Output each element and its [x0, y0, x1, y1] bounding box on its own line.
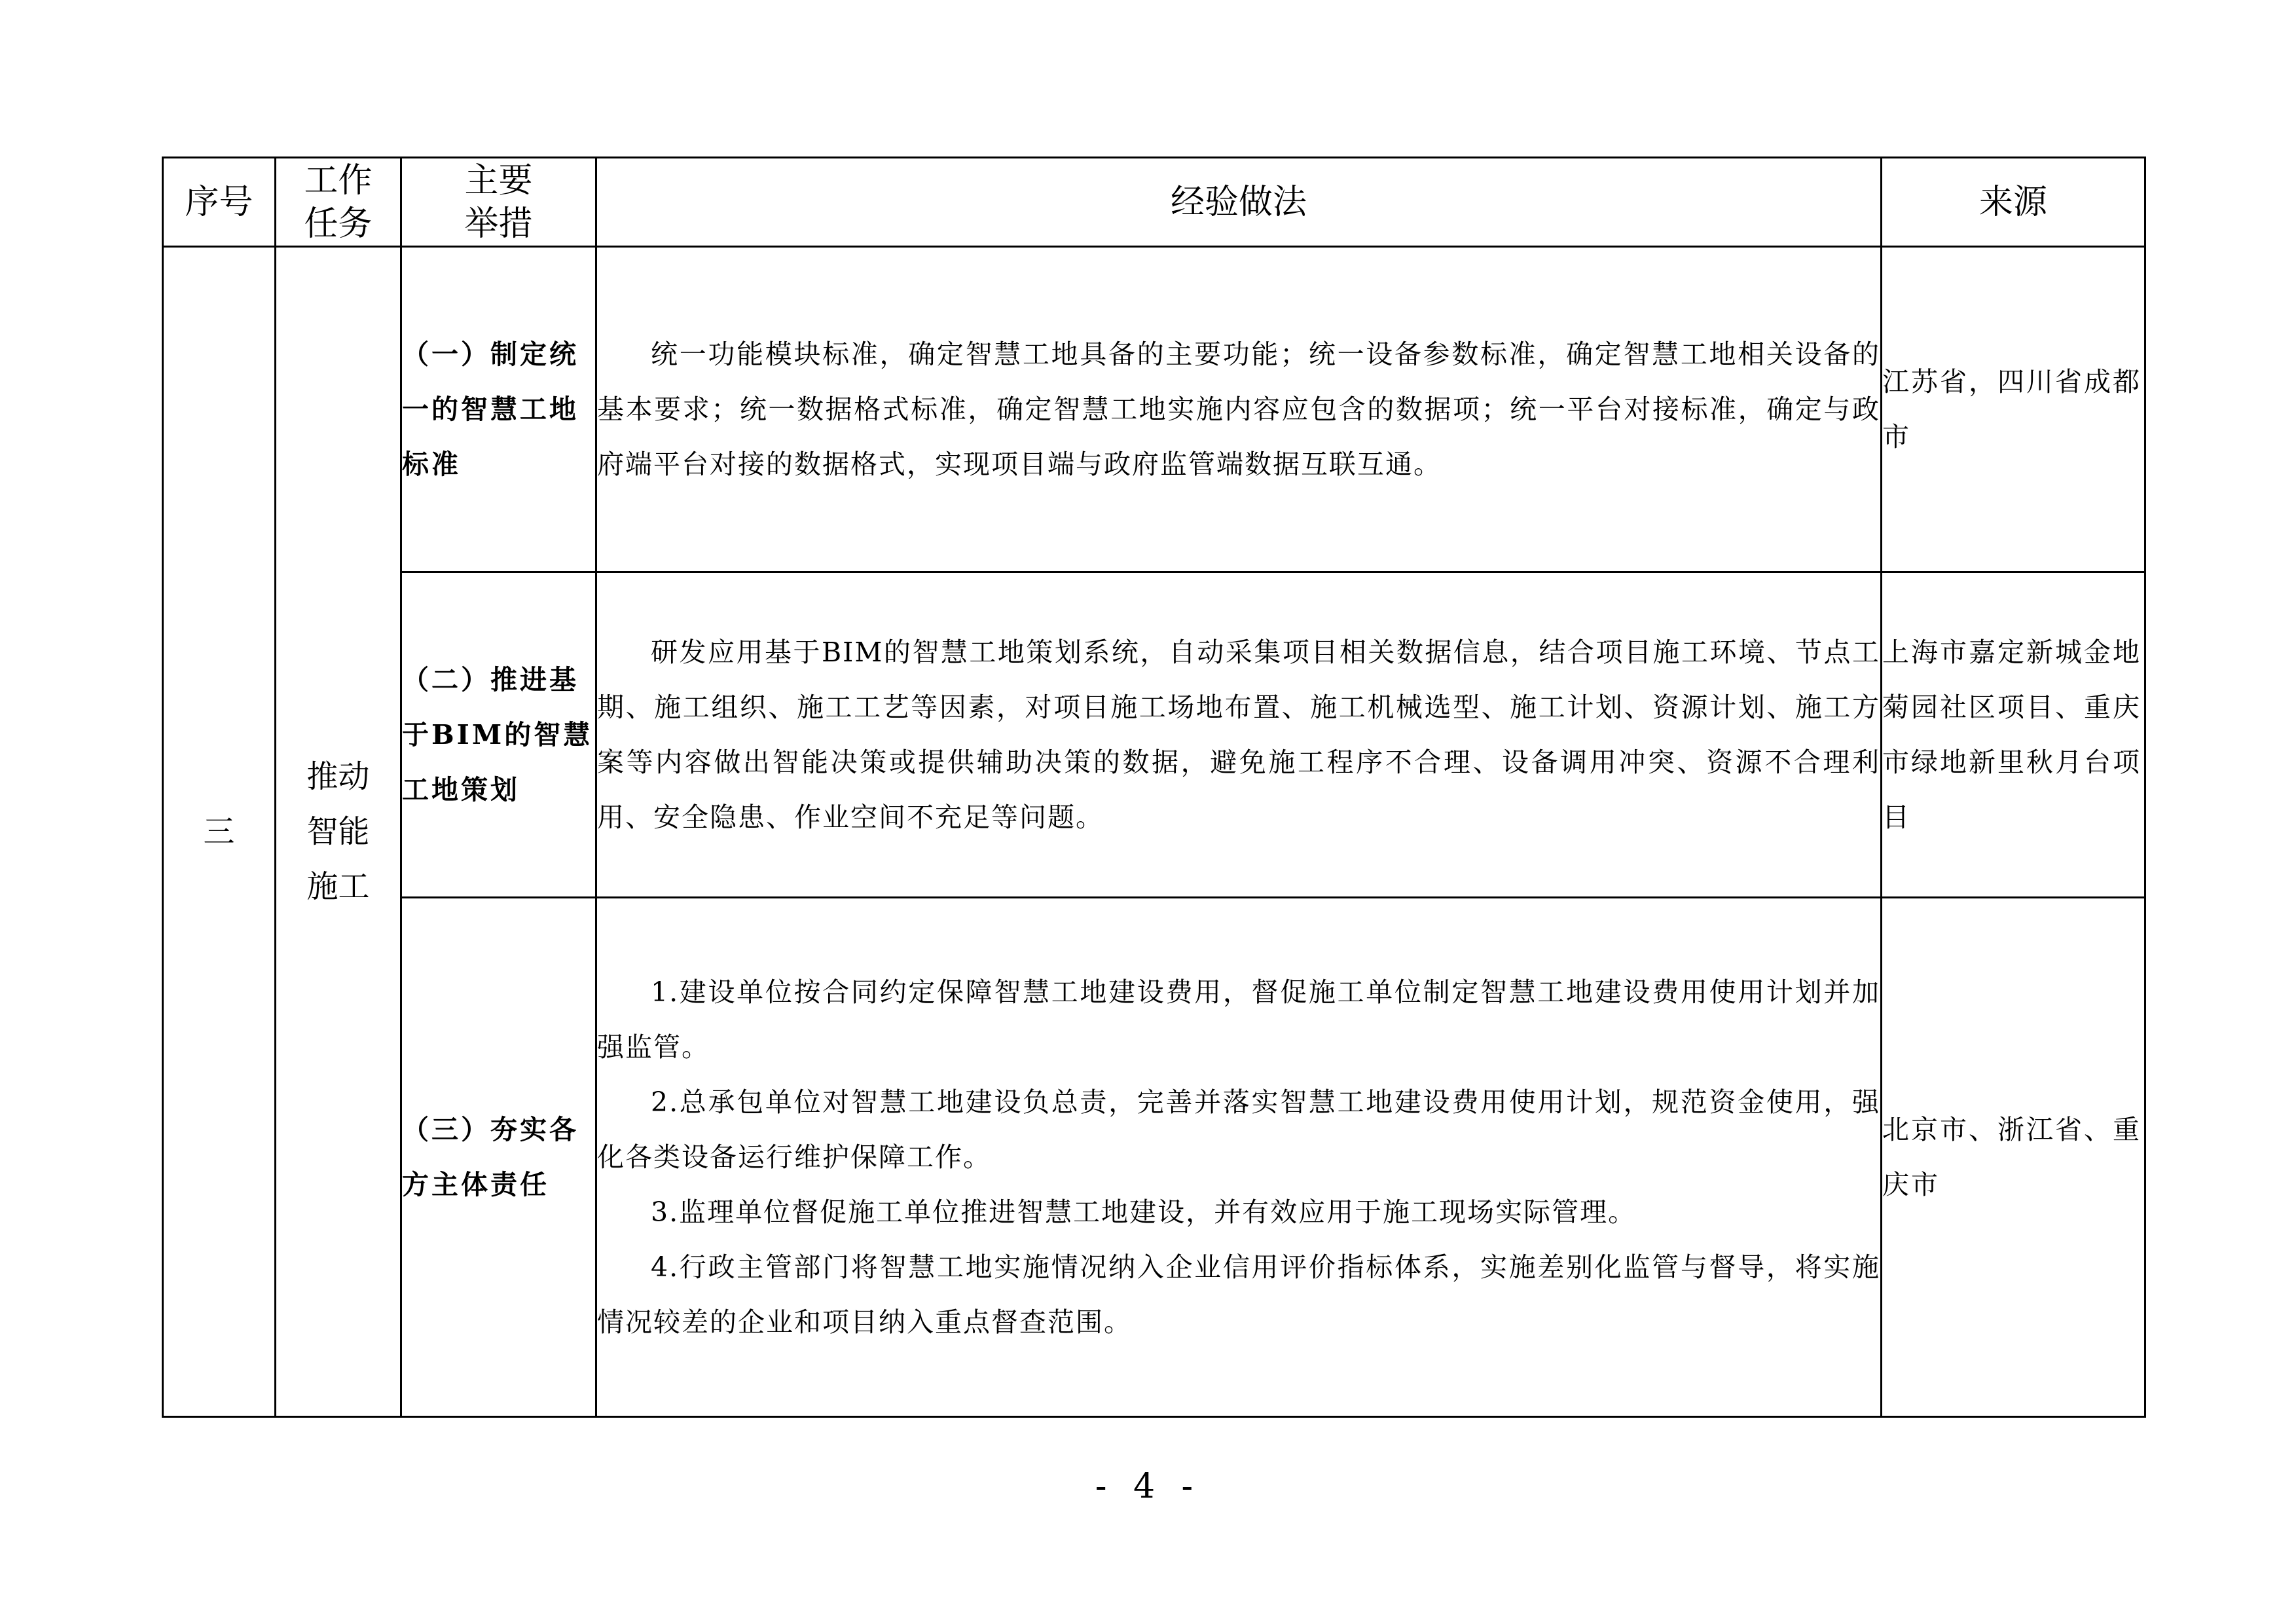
header-measure-line1: 主要 [464, 160, 533, 200]
header-measure [401, 158, 596, 247]
header-task-line1: 工作 [304, 160, 373, 200]
table-row [163, 247, 2145, 572]
practice-paragraph: 4.行政主管部门将智慧工地实施情况纳入企业信用评价指标体系，实施差别化监管与督导，将实施情况较差的企业和项目纳入重点督查范围。 [597, 1251, 1880, 1338]
source-cell: 北京市、浙江省、重庆市 [1882, 898, 2145, 1417]
table-row [163, 572, 2145, 898]
source-cell: 江苏省，四川省成都市 [1882, 247, 2145, 572]
practice-paragraph: 统一功能模块标准，确定智慧工地具备的主要功能；统一设备参数标准，确定智慧工地相关设备的基本要求；统一数据格式标准，确定智慧工地实施内容应包含的数据项；统一平台对接标准，确定与政府端平台对接的数据格式，实现项目端与政府监管端数据互联互通。 [597, 339, 1880, 480]
page-number: - 4 - [1095, 1467, 1201, 1506]
header-task-line2: 任务 [304, 204, 373, 244]
measure-cell: （一）制定统一的智慧工地标准 [401, 247, 596, 572]
section-task-line1: 推动 [306, 758, 370, 795]
practice-paragraph: 研发应用基于BIM的智慧工地策划系统，自动采集项目相关数据信息，结合项目施工环境、节点工期、施工组织、施工工艺等因素，对项目施工场地布置、施工机械选型、施工计划、资源计划、施工方案等内容做出智能决策或提供辅助决策的数据，避免施工程序不合理、设备调用冲突、资源不合理利用、安全隐患、作业空间不充足等问题。 [597, 637, 1880, 833]
table-header-row [163, 158, 2145, 247]
practice-cell [596, 572, 1882, 898]
header-measure-line2: 举措 [464, 204, 533, 244]
header-index: 序号 [163, 158, 276, 247]
section-task-line3: 施工 [306, 868, 370, 905]
measure-cell: （三）夯实各方主体责任 [401, 898, 596, 1417]
table-row [163, 898, 2145, 1417]
practice-paragraph: 2.总承包单位对智慧工地建设负总责，完善并落实智慧工地建设费用使用计划，规范资金使用，强化各类设备运行维护保障工作。 [597, 1086, 1880, 1173]
practice-cell [596, 898, 1882, 1417]
section-index: 三 [163, 247, 276, 1417]
practice-paragraph: 3.监理单位督促施工单位推进智慧工地建设，并有效应用于施工现场实际管理。 [651, 1196, 1637, 1228]
section-task-line2: 智能 [306, 813, 370, 850]
practice-paragraph: 1.建设单位按合同约定保障智慧工地建设费用，督促施工单位制定智慧工地建设费用使用计划并加强监管。 [597, 976, 1880, 1063]
measure-cell: （二）推进基于BIM的智慧工地策划 [401, 572, 596, 898]
section-task [276, 247, 401, 1417]
header-practice: 经验做法 [596, 158, 1882, 247]
header-task [276, 158, 401, 247]
source-cell: 上海市嘉定新城金地菊园社区项目、重庆市绿地新里秋月台项目 [1882, 572, 2145, 898]
header-source: 来源 [1882, 158, 2145, 247]
experience-table [162, 157, 2146, 1418]
practice-cell [596, 247, 1882, 572]
